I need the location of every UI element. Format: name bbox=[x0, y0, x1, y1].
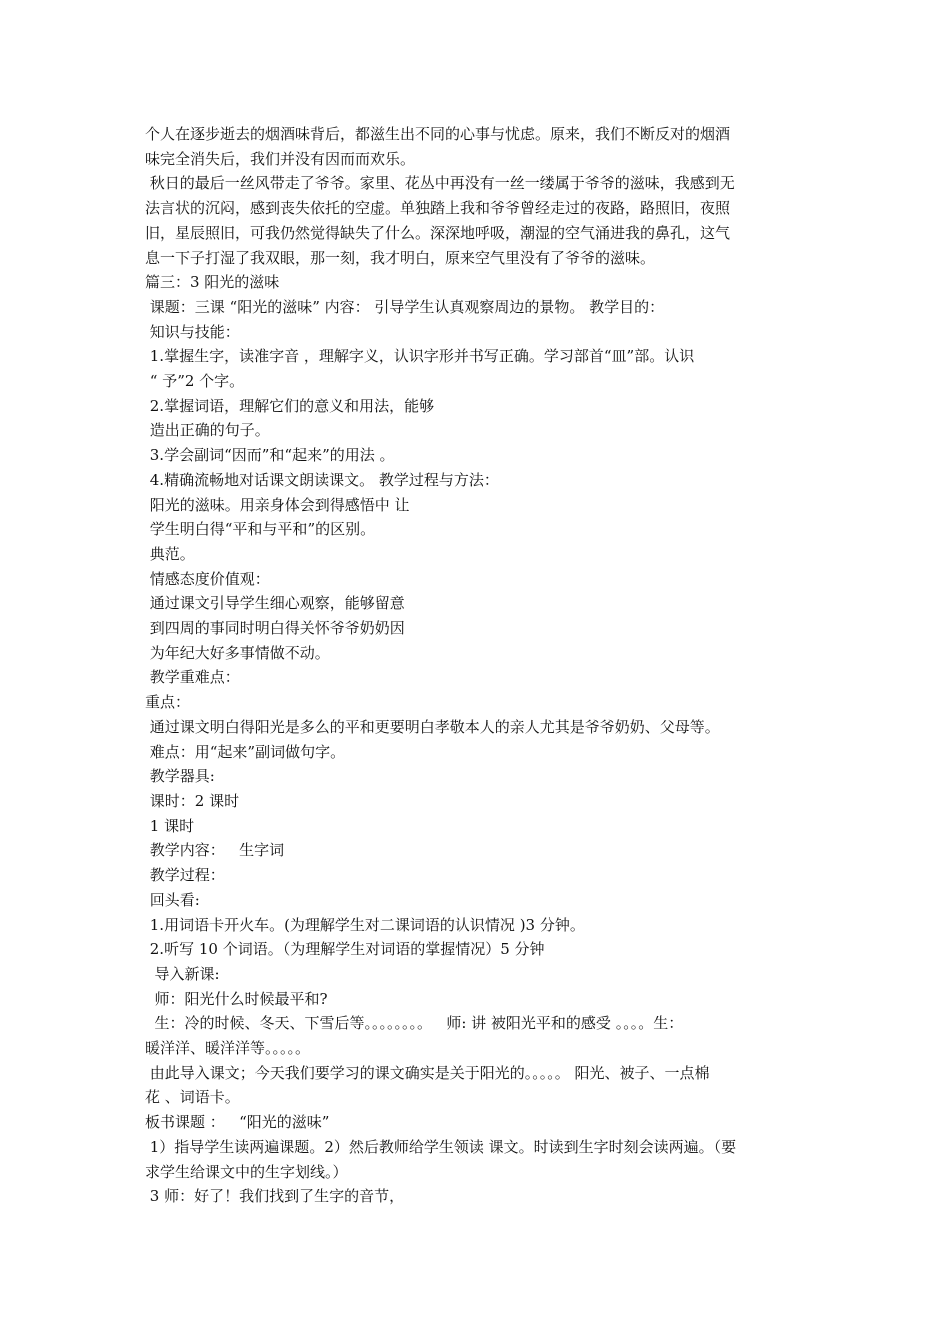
text-line: 息一下子打湿了我双眼，那一刻，我才明白，原来空气里没有了爷爷的滋味。 bbox=[145, 248, 656, 267]
text-line: 教学内容： 生字词 bbox=[145, 841, 285, 860]
text-line: 味完全消失后，我们并没有因而而欢乐。 bbox=[145, 149, 416, 168]
text-line: 阳光的滋味。用亲身体会到得感悟中 让 bbox=[145, 495, 410, 514]
document-body bbox=[145, 122, 817, 1209]
text-line: 教学重难点： bbox=[145, 668, 240, 687]
text-line: 1）指导学生读两遍课题。2）然后教师给学生领读 课文。时读到生字时刻会读两遍。（要 bbox=[145, 1137, 737, 1156]
text-line: 3 师：好了！我们找到了生字的音节， bbox=[145, 1187, 405, 1206]
text-line: 1.掌握生字，读准字音 ，理解字义，认识字形并书写正确。学习部首“皿”部。认识 bbox=[145, 347, 695, 366]
text-line: 由此导入课文；今天我们要学习的课文确实是关于阳光的。。。。。 阳光、被子、一点棉 bbox=[145, 1063, 710, 1082]
text-line: 个人在逐步逝去的烟酒味背后，都滋生出不同的心事与忧虑。原来，我们不断反对的烟酒 bbox=[145, 125, 731, 143]
text-line: 师：阳光什么时候最平和? bbox=[145, 989, 328, 1008]
text-line: 2.掌握词语，理解它们的意义和用法，能够 bbox=[145, 396, 435, 415]
text-line: 通过课文明白得阳光是多么的平和更要明白孝敬本人的亲人尤其是爷爷奶奶、父母等。 bbox=[145, 717, 720, 736]
text-line: 3.学会副词“因而”和“起来”的用法 。 bbox=[145, 446, 395, 465]
text-line: 板书课题 ： “阳光的滋味” bbox=[145, 1113, 330, 1132]
section-heading: 篇三：3 阳光的滋味 bbox=[145, 273, 280, 292]
text-line: 到四周的事同时明白得关怀爷爷奶奶因 bbox=[145, 619, 405, 638]
text-line: 秋日的最后一丝风带走了爷爷。家里、花丛中再没有一丝一缕属于爷爷的滋味，我感到无 bbox=[145, 174, 735, 193]
text-line: 教学过程： bbox=[145, 866, 225, 885]
text-line: 法言状的沉闷，感到丧失依托的空虚。单独踏上我和爷爷曾经走过的夜路，路照旧，夜照 bbox=[145, 199, 731, 218]
text-line: 造出正确的句子。 bbox=[145, 421, 270, 440]
text-line: 导入新课: bbox=[145, 964, 220, 983]
text-line: 1.用词语卡开火车。(为理解学生对二课词语的认识情况 )3 分钟。 bbox=[145, 915, 585, 934]
text-line: 为年纪大好多事情做不动。 bbox=[145, 643, 330, 662]
text-line: 求学生给课文中的生字划线。） bbox=[145, 1162, 348, 1181]
text-line: 典范。 bbox=[145, 544, 195, 563]
text-line: 2.听写 10 个词语。（为理解学生对词语的掌握情况）5 分钟 bbox=[145, 940, 545, 959]
text-line: 通过课文引导学生细心观察，能够留意 bbox=[145, 594, 405, 613]
text-line: 重点： bbox=[145, 693, 191, 712]
text-line: 课题：三课 “阳光的滋味” 内容： 引导学生认真观察周边的景物。 教学目的： bbox=[145, 297, 665, 316]
text-line: 学生明白得“平和与平和”的区别。 bbox=[145, 520, 376, 539]
text-line: 4.精确流畅地对话课文朗读课文。 教学过程与方法： bbox=[145, 470, 499, 489]
text-line: 教学器具: bbox=[145, 767, 215, 786]
text-line: 旧，星辰照旧，可我仍然觉得缺失了什么。深深地呼吸，潮湿的空气涌进我的鼻孔，这气 bbox=[145, 223, 731, 242]
text-line: 1 课时 bbox=[145, 816, 195, 835]
text-line: 暖洋洋、暖洋洋等。。。。。 bbox=[145, 1039, 311, 1058]
text-line: 知识与技能： bbox=[145, 322, 240, 341]
text-line: 生：冷的时候、冬天、下雪后等。。。。。。。。 师: 讲 被阳光平和的感受 。。。。生： bbox=[145, 1014, 684, 1033]
text-line: 难点：用“起来”副词做句字。 bbox=[145, 742, 346, 761]
text-line: 回头看: bbox=[145, 890, 200, 909]
text-line: 课时：2 课时 bbox=[145, 791, 240, 810]
text-line: 花 、词语卡。 bbox=[145, 1088, 240, 1107]
text-line: 情感态度价值观： bbox=[145, 569, 270, 588]
text-line: “ 予”2 个字。 bbox=[145, 372, 245, 391]
